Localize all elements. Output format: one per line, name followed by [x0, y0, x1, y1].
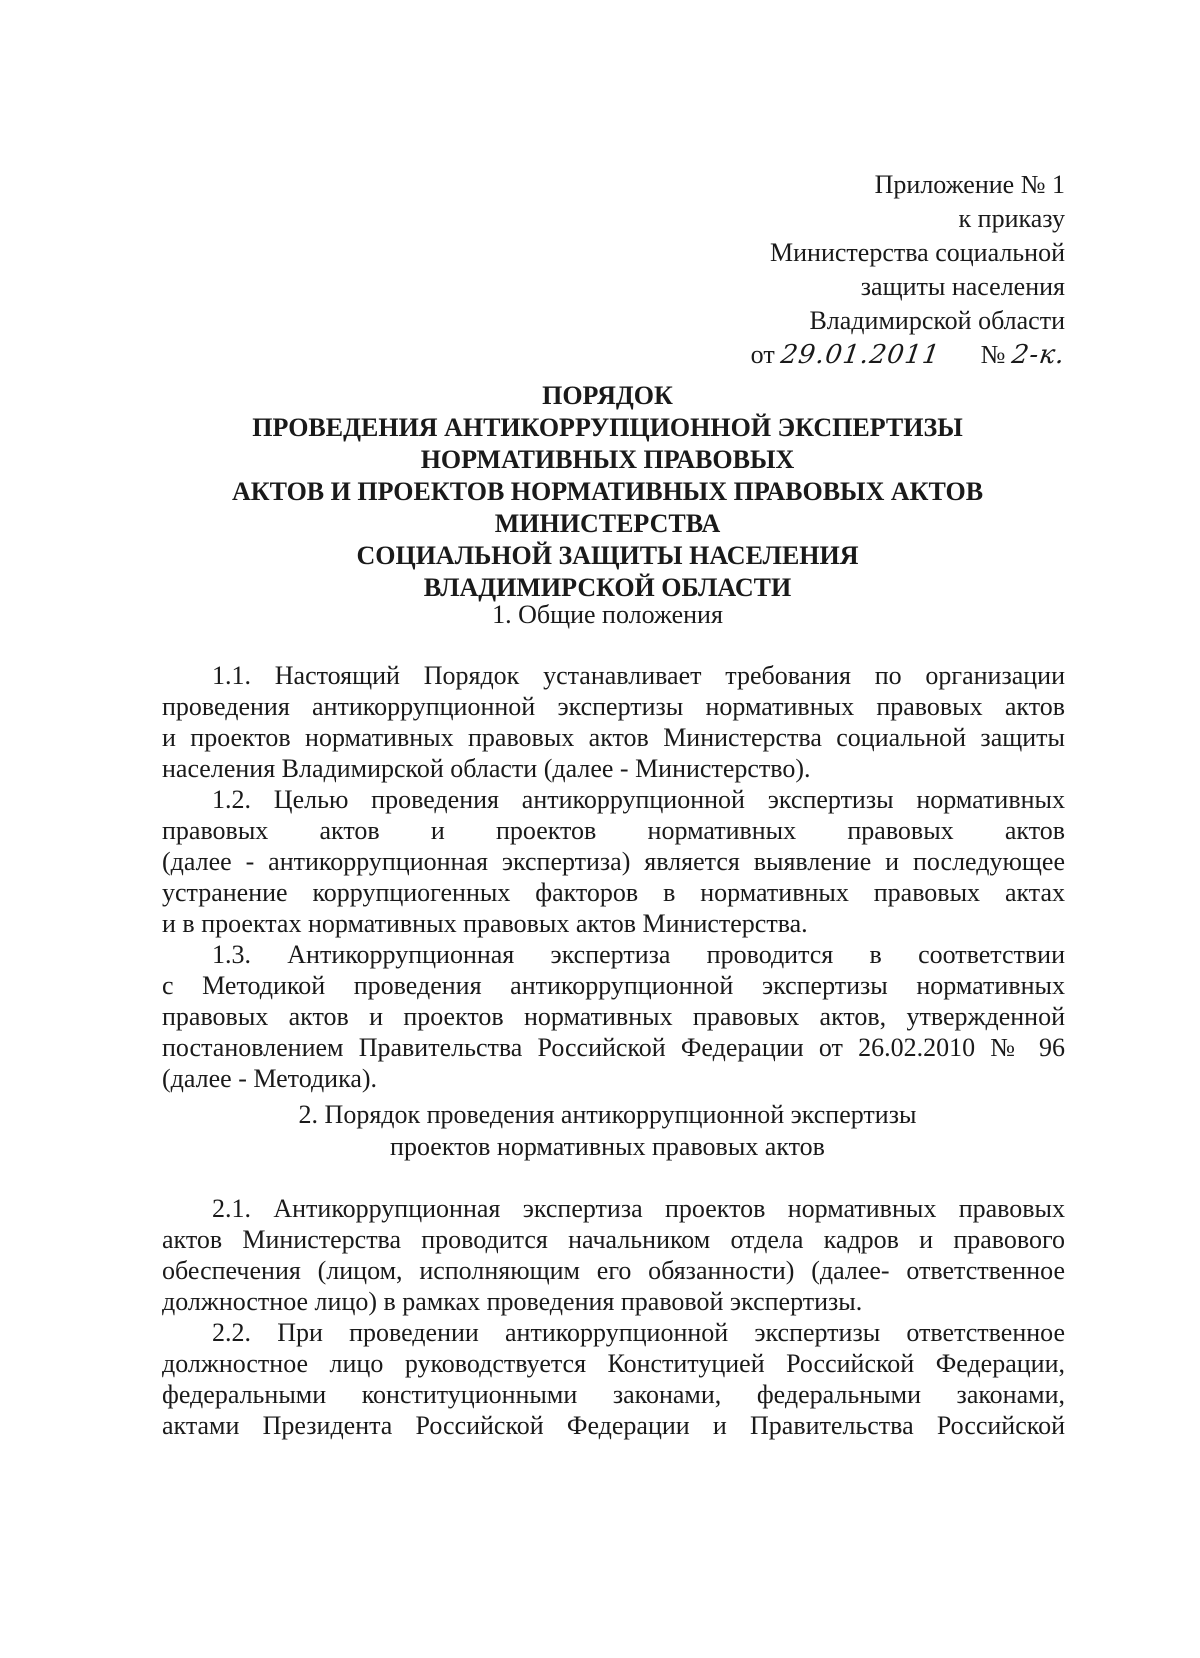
paragraph-line: устранение коррупциогенных факторов в нормативных правовых актах [162, 878, 1065, 907]
paragraph-line: обеспечения (лицом, исполняющим его обязанности) (далее- ответственное [162, 1256, 1065, 1285]
appendix-line: Приложение № 1 [874, 170, 1065, 199]
appendix-block [750, 168, 1068, 372]
paragraph-line: 1.1. Настоящий Порядок устанавливает требования по организации [212, 661, 1065, 690]
number-label: № [980, 340, 1006, 369]
section-heading-text: 1. Общие положения [492, 600, 723, 629]
paragraph-line: должностное лицо) в рамках проведения правовой экспертизы. [162, 1287, 863, 1316]
title-line: ПОРЯДОК [542, 381, 673, 410]
paragraph-line: 1.3. Антикоррупционная экспертиза проводится в соответствии [212, 940, 1065, 969]
paragraph-line: постановлением Правительства Российской Федерации от 26.02.2010 № 96 [162, 1033, 1065, 1062]
paragraph-line: и в проектах нормативных правовых актов Министерства. [162, 909, 808, 938]
paragraph-1-3 [162, 939, 1065, 1094]
paragraph-line: правовых актов и проектов нормативных правовых актов [162, 816, 1065, 845]
section2-heading [150, 1099, 1065, 1163]
appendix-line: Владимирской области [809, 306, 1065, 335]
handwritten-date: 29.01.2011 [779, 340, 943, 370]
document-title [150, 380, 1065, 604]
title-line: НОРМАТИВНЫХ ПРАВОВЫХ [420, 445, 795, 474]
appendix-line: Министерства социальной [770, 238, 1065, 267]
paragraph-line: должностное лицо руководствуется Конституцией Российской Федерации, [162, 1349, 1065, 1378]
paragraph-line: и проектов нормативных правовых актов Министерства социальной защиты [162, 723, 1065, 752]
title-line: ВЛАДИМИРСКОЙ ОБЛАСТИ [423, 573, 792, 602]
handwritten-number: 2-к. [1009, 340, 1068, 370]
paragraph-line: (далее - антикоррупционная экспертиза) является выявление и последующее [162, 847, 1065, 876]
order-date-number [750, 338, 1068, 372]
title-line: ПРОВЕДЕНИЯ АНТИКОРРУПЦИОННОЙ ЭКСПЕРТИЗЫ [252, 413, 963, 442]
title-line: СОЦИАЛЬНОЙ ЗАЩИТЫ НАСЕЛЕНИЯ [356, 541, 859, 570]
paragraph-1-2 [162, 784, 1065, 939]
paragraph-line: 1.2. Целью проведения антикоррупционной экспертизы нормативных [212, 785, 1065, 814]
paragraph-line: федеральными конституционными законами, федеральными законами, [162, 1380, 1065, 1409]
paragraph-line: проведения антикоррупционной экспертизы нормативных правовых актов [162, 692, 1065, 721]
paragraph-line: 2.1. Антикоррупционная экспертиза проектов нормативных правовых [212, 1194, 1065, 1223]
paragraph-line: населения Владимирской области (далее - Министерство). [162, 754, 811, 783]
section-heading-text: 2. Порядок проведения антикоррупционной экспертизы [298, 1100, 917, 1129]
from-label: от [750, 340, 775, 369]
paragraph-line: актами Президента Российской Федерации и Правительства Российской [162, 1411, 1065, 1440]
section-heading-text: проектов нормативных правовых актов [390, 1132, 825, 1161]
title-line: АКТОВ И ПРОЕКТОВ НОРМАТИВНЫХ ПРАВОВЫХ АКТОВ [231, 477, 984, 506]
paragraph-2-2 [162, 1317, 1065, 1441]
appendix-line: защиты населения [860, 272, 1065, 301]
paragraph-2-1 [162, 1193, 1065, 1317]
paragraph-line: 2.2. При проведении антикоррупционной экспертизы ответственное [212, 1318, 1065, 1347]
paragraph-line: с Методикой проведения антикоррупционной экспертизы нормативных [162, 971, 1065, 1000]
paragraph-line: (далее - Методика). [162, 1064, 378, 1093]
section1-heading [150, 599, 1065, 631]
paragraph-1-1 [162, 660, 1065, 784]
paragraph-line: правовых актов и проектов нормативных правовых актов, утвержденной [162, 1002, 1065, 1031]
paragraph-line: актов Министерства проводится начальником отдела кадров и правового [162, 1225, 1065, 1254]
appendix-line: к приказу [958, 204, 1065, 233]
title-line: МИНИСТЕРСТВА [494, 509, 721, 538]
